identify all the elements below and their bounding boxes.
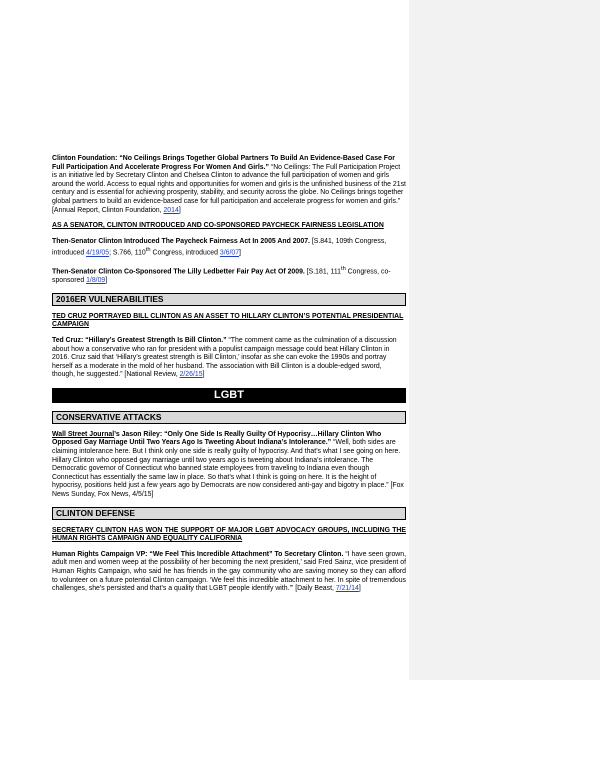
topic-bar-lgbt: LGBT	[52, 388, 406, 403]
paragraph-ledbetter: Then-Senator Clinton Co-Sponsored The Lilly Ledbetter Fair Pay Act Of 2009. [S.181, 111th Congress, co-sponsored 1/8/09]	[52, 266, 391, 285]
paragraph-clinton-foundation: Clinton Foundation: “No Ceilings Brings Together Global Partners To Build An Evidence-Based Case For Full Participation And Accelerate Progress For Women And Girls.” “No Ceilings: The Full Participation Project is an initiative led by Secretary Clinton and Chelsea Clinton to advance the full participation of women and girls around the world. Access to equal rights and opportunities for women and girls is the unfinished business of the 21st century and is essential for achieving prosperity, stability, and security across the globe. No Ceilings brings together global partners to build an evidence-based case for full participation and accelerate progress for women and girls.” [Annual Report, Clinton Foundation, 2014]	[52, 155, 406, 214]
citation-link[interactable]: 2/26/15	[179, 371, 203, 379]
paragraph-heading: Ted Cruz: “Hillary’s Greatest Strength Is Bill Clinton.”	[52, 336, 227, 344]
section-bar-conservative-attacks: CONSERVATIVE ATTACKS	[52, 411, 406, 424]
publication-name: Wall Street Journal	[52, 430, 115, 438]
subsection-heading-lgbt-support: SECRETARY CLINTON HAS WON THE SUPPORT OF MAJOR LGBT ADVOCACY GROUPS, INCLUDING THE HUMAN RIGHTS CAMPAIGN AND EQUALITY CALIFORNIA	[52, 526, 406, 543]
paragraph-heading: Clinton Foundation: “No Ceilings Brings Together Global Partners To Build An Evidence-Based Case For Full Participation And Accelerate Progress For Women And Girls.”	[52, 155, 395, 171]
subsection-heading-cruz: TED CRUZ PORTRAYED BILL CLINTON AS AN ASSET TO HILLARY CLINTON’S POTENTIAL PRESIDENTIAL CAMPAIGN	[52, 312, 404, 329]
section-bar-clinton-defense: CLINTON DEFENSE	[52, 507, 406, 520]
paragraph-text: “No Ceilings: The Full Participation Project is an initiative led by Secretary Clinton and Chelsea Clinton to advance the full participation of women and girls around the world. Access to equal rights and opportunities for women and girls is the unfinished business of the 21st century and is essential for achieving prosperity, stability, and security across the globe. No Ceilings brings together global partners to build an evidence-based case for full participation and accelerate progress for women and girls.” [Annual Report, Clinton Foundation,	[52, 163, 406, 214]
citation-link[interactable]: 2014	[163, 206, 179, 214]
paragraph-ted-cruz: Ted Cruz: “Hillary’s Greatest Strength Is Bill Clinton.” “The comment came as the culmination of a discussion about how a conservative who ran for president with a populist campaign message could beat Hillary Clinton in 2016. Cruz said that ‘Hillary’s greatest strength is Bill Clinton,’ insofar as she can evoke the 1990s and portray herself as a moderate in the mold of her husband. The association with Bill Clinton is a double-edged sword, though, he suggested.” [National Review, 2/26/15]	[52, 336, 397, 379]
paragraph-jason-riley: Wall Street Journal’s Jason Riley: “Only One Side Is Really Guilty Of Hypocrisy…Hillary Clinton Who Opposed Gay Marriage Until Two Years Ago Is Tweeting About Indiana’s Intolerance.” “Well, both sides are claiming intolerance here. But I think only one side is really guilty of hypocrisy. And that’s what I see going on here. Hillary Clinton who opposed gay marriage until two years ago is tweeting about Indiana’s intolerance. The Democratic governor of Connecticut who banned state employees from traveling to Indiana even though Connecticut has essentially the same law in place. So that’s what I think is going on here. It is the height of hypocrisy, positions held just a few years ago by Democrats are now considered anti-gay and bigotry in place.” [Fox News Sunday, Fox News, 4/5/15]	[52, 430, 404, 499]
paragraph-heading: Then-Senator Clinton Introduced The Paycheck Fairness Act In 2005 And 2007.	[52, 237, 310, 245]
paragraph-paycheck-fairness: Then-Senator Clinton Introduced The Paycheck Fairness Act In 2005 And 2007. [S.841, 109th Congress, introduced 4/19/05; S.766, 110th Congress, introduced 3/6/07]	[52, 237, 387, 257]
paragraph-heading: Human Rights Campaign VP: “We Feel This Incredible Attachment” To Secretary Clinton.	[52, 550, 344, 558]
paragraph-heading: ’s Jason Riley: “Only One Side Is Really Guilty Of Hypocrisy…Hillary Clinton Who Opposed Gay Marriage Until Two Years Ago Is Tweeting About Indiana’s Intolerance.”	[52, 430, 382, 447]
citation-link[interactable]: 1/8/09	[86, 277, 106, 285]
subsection-heading-paycheck: AS A SENATOR, CLINTON INTRODUCED AND CO-SPONSORED PAYCHECK FAIRNESS LEGISLATION	[52, 222, 384, 230]
citation-link[interactable]: 4/19/05	[86, 249, 110, 257]
paragraph-hrc: Human Rights Campaign VP: “We Feel This Incredible Attachment” To Secretary Clinton. “I have seen grown, adult men and women weep at the possibility of her becoming the next president,’ said Fred Sainz, vice president of Human Rights Campaign, who said he has friends in the gay community who are saving money so they can afford to volunteer on a future potential Clinton campaign. ‘We feel this incredible attachment to her. In spite of tremendous challenges, she’s persisted and that’s a quality that LGBT people identify with.’” [Daily Beast, 7/21/14]	[52, 550, 406, 593]
citation-link[interactable]: 7/21/14	[335, 585, 359, 593]
comment-margin-pane	[409, 0, 600, 680]
document-body	[52, 155, 406, 601]
citation-link[interactable]: 3/6/07	[219, 249, 240, 257]
section-bar-vulnerabilities: 2016ER VULNERABILITIES	[52, 293, 406, 306]
paragraph-heading: Then-Senator Clinton Co-Sponsored The Lilly Ledbetter Fair Pay Act Of 2009.	[52, 268, 305, 276]
